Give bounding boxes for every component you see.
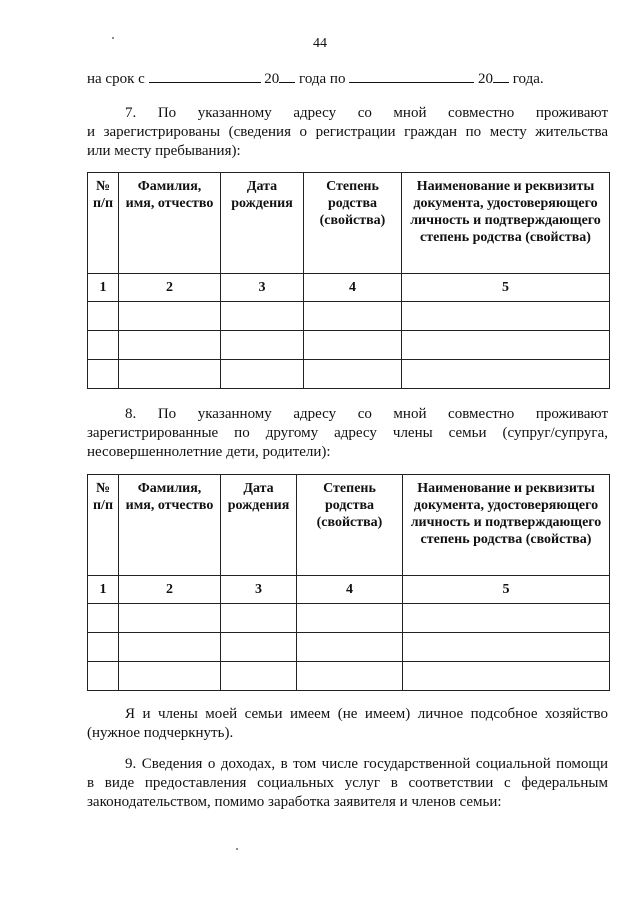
col-name-header: Фамилия, имя, отчество: [119, 475, 221, 576]
household-line-1: Я и члены моей семьи имеем (не имеем) личное подсобное хозяйство: [125, 706, 608, 722]
table-row: [88, 360, 610, 389]
col-birthdate-header: Дата рождения: [221, 475, 297, 576]
scan-speck: [236, 848, 238, 850]
date-to-blank[interactable]: [349, 70, 474, 83]
col-number-header: № п/п: [88, 475, 119, 576]
section-8-line-2: зарегистрированные по другому адресу члены семьи (супруг/супруга,: [87, 425, 608, 441]
year-blank-1[interactable]: [279, 70, 295, 83]
table-cell[interactable]: [403, 662, 610, 691]
col-relation-header: Степень родства (свойства): [297, 475, 403, 576]
scan-speck: [112, 37, 114, 39]
column-numbers-row: [88, 576, 610, 604]
section-8-text: [87, 405, 608, 462]
table-cell[interactable]: [221, 633, 297, 662]
table-cell[interactable]: [304, 360, 402, 389]
table-row: [88, 604, 610, 633]
col-name-header: Фамилия, имя, отчество: [119, 173, 221, 274]
family-elsewhere-table: [87, 474, 610, 691]
table-cell[interactable]: [119, 331, 221, 360]
year-blank-2[interactable]: [493, 70, 509, 83]
col-birthdate-header: Дата рождения: [221, 173, 304, 274]
table-cell[interactable]: [88, 662, 119, 691]
table-cell[interactable]: [297, 604, 403, 633]
section-7-text: [87, 104, 608, 161]
section-7-line-3: или месту пребывания):: [87, 143, 241, 159]
table-cell[interactable]: [403, 633, 610, 662]
table-cell[interactable]: [221, 331, 304, 360]
section-9-line-3: законодательством, помимо заработка заявителя и членов семьи:: [87, 794, 502, 810]
table-cell[interactable]: [402, 302, 610, 331]
table-cell[interactable]: [88, 633, 119, 662]
table-cell[interactable]: [297, 633, 403, 662]
column-number: 3: [221, 576, 297, 604]
table-header-row: [88, 475, 610, 576]
col-relation-header: Степень родства (свойства): [304, 173, 402, 274]
table-row: [88, 662, 610, 691]
table-cell[interactable]: [221, 662, 297, 691]
term-suffix: года.: [512, 71, 544, 87]
column-number: 4: [297, 576, 403, 604]
column-number: 5: [403, 576, 610, 604]
year-prefix-1: 20: [264, 71, 280, 87]
table-cell[interactable]: [403, 604, 610, 633]
year-prefix-2: 20: [477, 71, 493, 87]
section-8-line-3: несовершеннолетние дети, родители):: [87, 444, 331, 460]
table-cell[interactable]: [304, 302, 402, 331]
household-line-2: (нужное подчеркнуть).: [87, 725, 234, 741]
column-number: 3: [221, 274, 304, 302]
table-header-row: [88, 173, 610, 274]
table-cell[interactable]: [119, 360, 221, 389]
table-cell[interactable]: [119, 633, 221, 662]
column-number: 5: [402, 274, 610, 302]
column-number: 1: [88, 274, 119, 302]
table-row: [88, 331, 610, 360]
table-cell[interactable]: [221, 604, 297, 633]
col-document-header: Наименование и реквизиты документа, удостоверяющего личность и подтверждающего степень родства (свойства): [403, 475, 610, 576]
term-mid: года по: [299, 71, 346, 87]
column-number: 2: [119, 274, 221, 302]
section-8-line-1: 8. По указанному адресу со мной совместно проживают: [125, 406, 608, 422]
col-number-header: № п/п: [88, 173, 119, 274]
section-9-text: [87, 755, 608, 812]
table-cell[interactable]: [221, 360, 304, 389]
section-9-line-2: в виде предоставления социальных услуг в соответствии с федеральным: [87, 775, 608, 791]
section-7-line-2: и зарегистрированы (сведения о регистрации граждан по месту жительства: [87, 124, 608, 140]
table-cell[interactable]: [304, 331, 402, 360]
table-cell[interactable]: [402, 360, 610, 389]
table-cell[interactable]: [119, 302, 221, 331]
section-9-line-1: 9. Сведения о доходах, в том числе государственной социальной помощи: [125, 756, 608, 772]
table-row: [88, 633, 610, 662]
term-line: [87, 70, 544, 88]
household-text: [87, 705, 608, 743]
term-prefix: на срок с: [87, 71, 145, 87]
table-cell[interactable]: [88, 360, 119, 389]
col-document-header: Наименование и реквизиты документа, удостоверяющего личность и подтверждающего степень родства (свойства): [402, 173, 610, 274]
column-number: 2: [119, 576, 221, 604]
table-cell[interactable]: [297, 662, 403, 691]
table-cell[interactable]: [88, 331, 119, 360]
table-cell[interactable]: [402, 331, 610, 360]
section-7-line-1: 7. По указанному адресу со мной совместно проживают: [125, 105, 608, 121]
table-cell[interactable]: [119, 604, 221, 633]
table-cell[interactable]: [88, 604, 119, 633]
table-cell[interactable]: [119, 662, 221, 691]
table-cell[interactable]: [221, 302, 304, 331]
column-number: 4: [304, 274, 402, 302]
date-from-blank[interactable]: [149, 70, 261, 83]
column-number: 1: [88, 576, 119, 604]
column-numbers-row: [88, 274, 610, 302]
cohabitants-table: [87, 172, 610, 389]
page-number: 44: [313, 36, 327, 51]
table-row: [88, 302, 610, 331]
table-cell[interactable]: [88, 302, 119, 331]
